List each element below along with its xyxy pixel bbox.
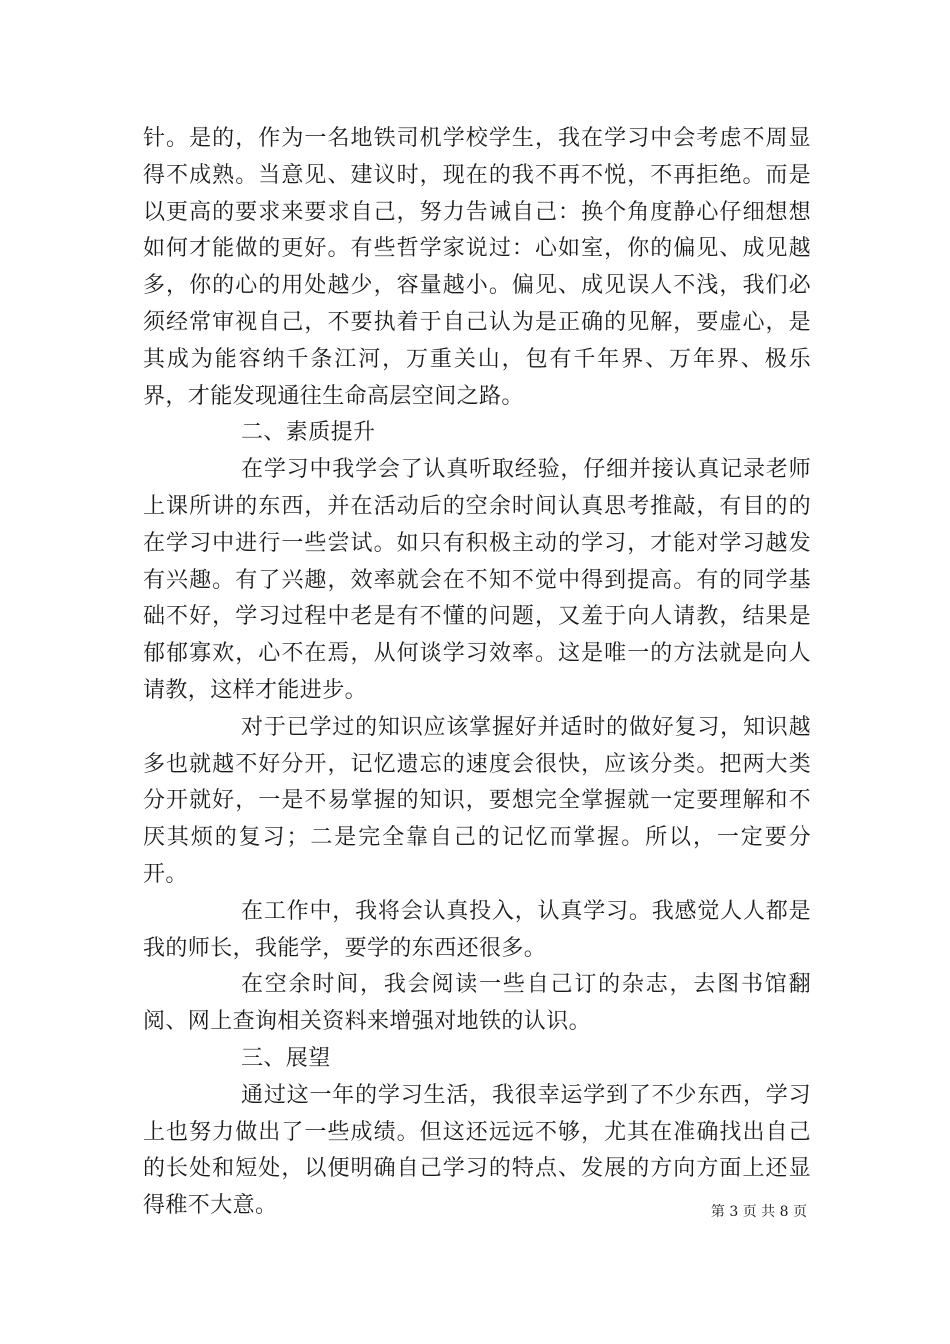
paragraph-review: 对于已学过的知识应该掌握好并适时的做好复习，知识越多也就越不好分开，记忆遗忘的速度会很快，应该分类。把两大类分开就好，一是不易掌握的知识，要想完全掌握就一定要理解和不厌其烦的复习；二是完全靠自己的记忆而掌握。所以，一定要分开。: [143, 714, 811, 887]
paragraph-learning: 在学习中我学会了认真听取经验，仔细并接认真记录老师上课所讲的东西，并在活动后的空余时间认真思考推敲，有目的的在学习中进行一些尝试。如只有积极主动的学习，才能对学习越发有兴趣。有了兴趣，效率就会在不知不觉中得到提高。有的同学基础不好，学习过程中老是有不懂的问题，又羞于向人请教，结果是郁郁寡欢，心不在焉，从何谈学习效率。这是唯一的方法就是向人请教，这样才能进步。: [143, 457, 811, 703]
paragraph-continuation: 针。是的，作为一名地铁司机学校学生，我在学习中会考虑不周显得不成熟。当意见、建议时，现在的我不再不悦，不再拒绝。而是以更高的要求来要求自己，努力告诫自己：换个角度静心仔细想想如何才能做的更好。有些哲学家说过：心如室，你的偏见、成见越多，你的心的用处越少，容量越小。偏见、成见误人不浅，我们必须经常审视自己，不要执着于自己认为是正确的见解，要虚心，是其成为能容纳千条江河，万重关山，包有千年界、万年界、极乐界，才能发现通往生命高层空间之路。: [143, 126, 811, 409]
document-body: [143, 121, 811, 1225]
section-heading-outlook: 三、展望: [241, 1045, 331, 1071]
paragraph-summary: 通过这一年的学习生活，我很幸运学到了不少东西，学习上也努力做出了一些成绩。但这还远远不够，尤其在准确找出自己的长处和短处，以便明确自己学习的特点、发展的方向方面上还显得稚不大意。: [143, 1082, 811, 1219]
paragraph-spare-time: 在空余时间，我会阅读一些自己订的杂志，去图书馆翻阅、网上查询相关资料来增强对地铁的认识。: [143, 972, 811, 1035]
section-heading-quality: 二、素质提升: [241, 420, 376, 446]
paragraph-work: 在工作中，我将会认真投入，认真学习。我感觉人人都是我的师长，我能学，要学的东西还很多。: [143, 898, 811, 961]
page-number-footer: 第 3 页 共 8 页: [710, 1204, 807, 1220]
